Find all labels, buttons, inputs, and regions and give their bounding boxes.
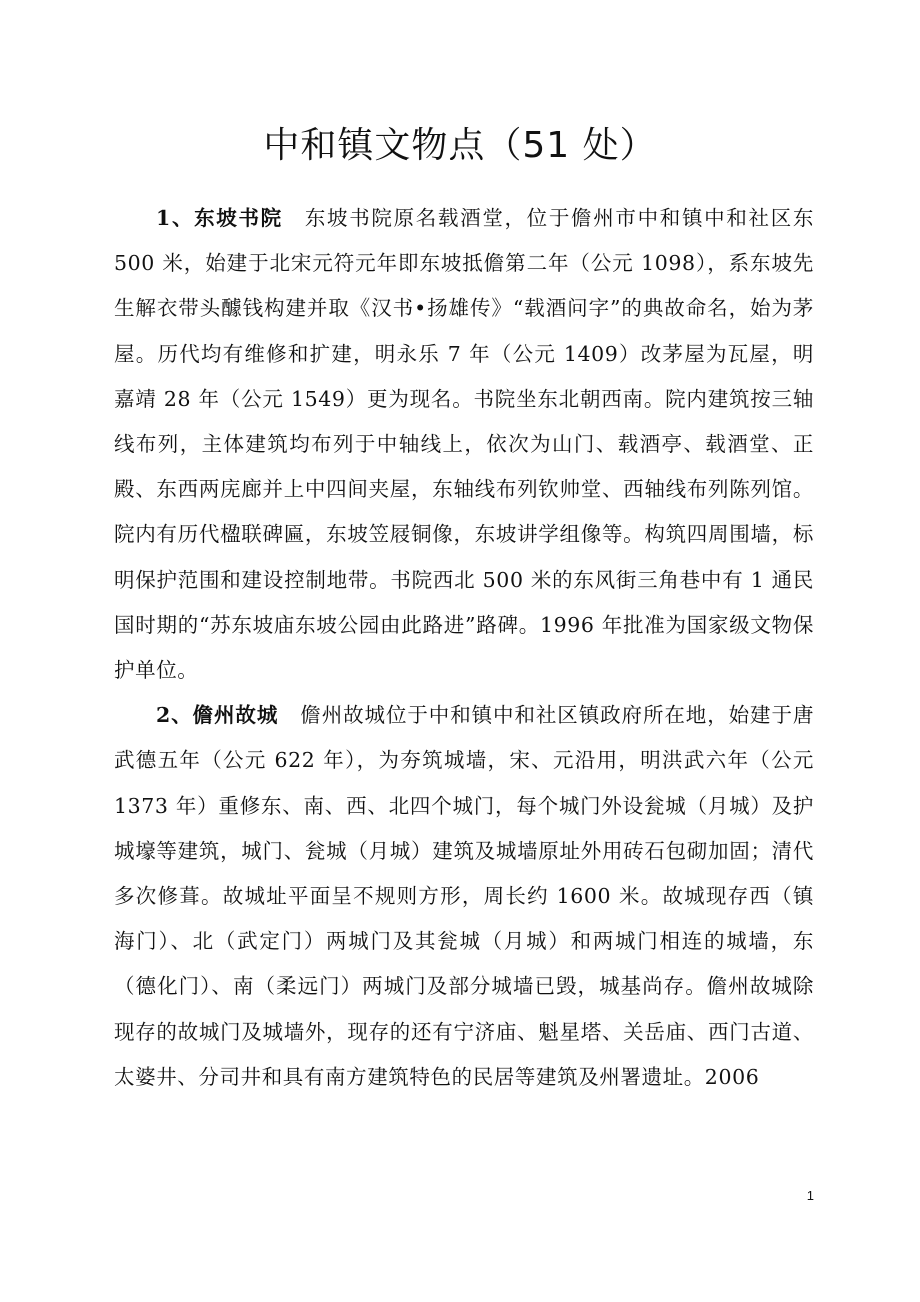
section-dongpo-academy (114, 196, 814, 693)
section-danzhou-old-city (114, 693, 814, 1100)
section-text: 儋州故城位于中和镇中和社区镇政府所在地，始建于唐武德五年（公元 622 年），为夯筑城墙，宋、元沿用，明洪武六年（公元 1373 年）重修东、南、西、北四个城门，每个城门外设瓮城（月城）及护城壕等建筑，城门、瓮城（月城）建筑及城墙原址外用砖石包砌加固；清代多次修葺。故城址平面呈不规则方形，周长约 1600 米。故城现存西（镇海门）、北（武定门）两城门及其瓮城（月城）和两城门相连的城墙，东（德化门）、南（柔远门）两城门及部分城墙已毁，城基尚存。儋州故城除现存的故城门及城墙外，现存的还有宁济庙、魁星塔、关岳庙、西门古道、太婆井、分司井和具有南方建筑特色的民居等建筑及州署遗址。2006 (114, 703, 814, 1089)
section-heading: 2、儋州故城 (156, 703, 279, 728)
document-body (114, 196, 814, 1100)
page-number: 1 (806, 1188, 814, 1203)
document-title: 中和镇文物点（51 处） (263, 125, 657, 166)
section-heading: 1、东坡书院 (156, 206, 283, 230)
section-text: 东坡书院原名载酒堂，位于儋州市中和镇中和社区东 500 米，始建于北宋元符元年即东坡抵儋第二年（公元 1098），系东坡先生解衣带头醵钱构建并取《汉书•扬雄传》“载酒问字”的典故命名，始为茅屋。历代均有维修和扩建，明永乐 7 年（公元 1409）改茅屋为瓦屋，明嘉靖 28 年（公元 1549）更为现名。书院坐东北朝西南。院内建筑按三轴线布列，主体建筑均布列于中轴线上，依次为山门、载酒亭、载酒堂、正殿、东西两庑廊并上中四间夹屋，东轴线布列钦帅堂、西轴线布列陈列馆。院内有历代楹联碑匾，东坡笠屐铜像，东坡讲学组像等。构筑四周围墙，标明保护范围和建设控制地带。书院西北 500 米的东风街三角巷中有 1 通民国时期的“苏东坡庙东坡公园由此路进”路碑。1996 年批准为国家级文物保护单位。 (114, 206, 814, 683)
